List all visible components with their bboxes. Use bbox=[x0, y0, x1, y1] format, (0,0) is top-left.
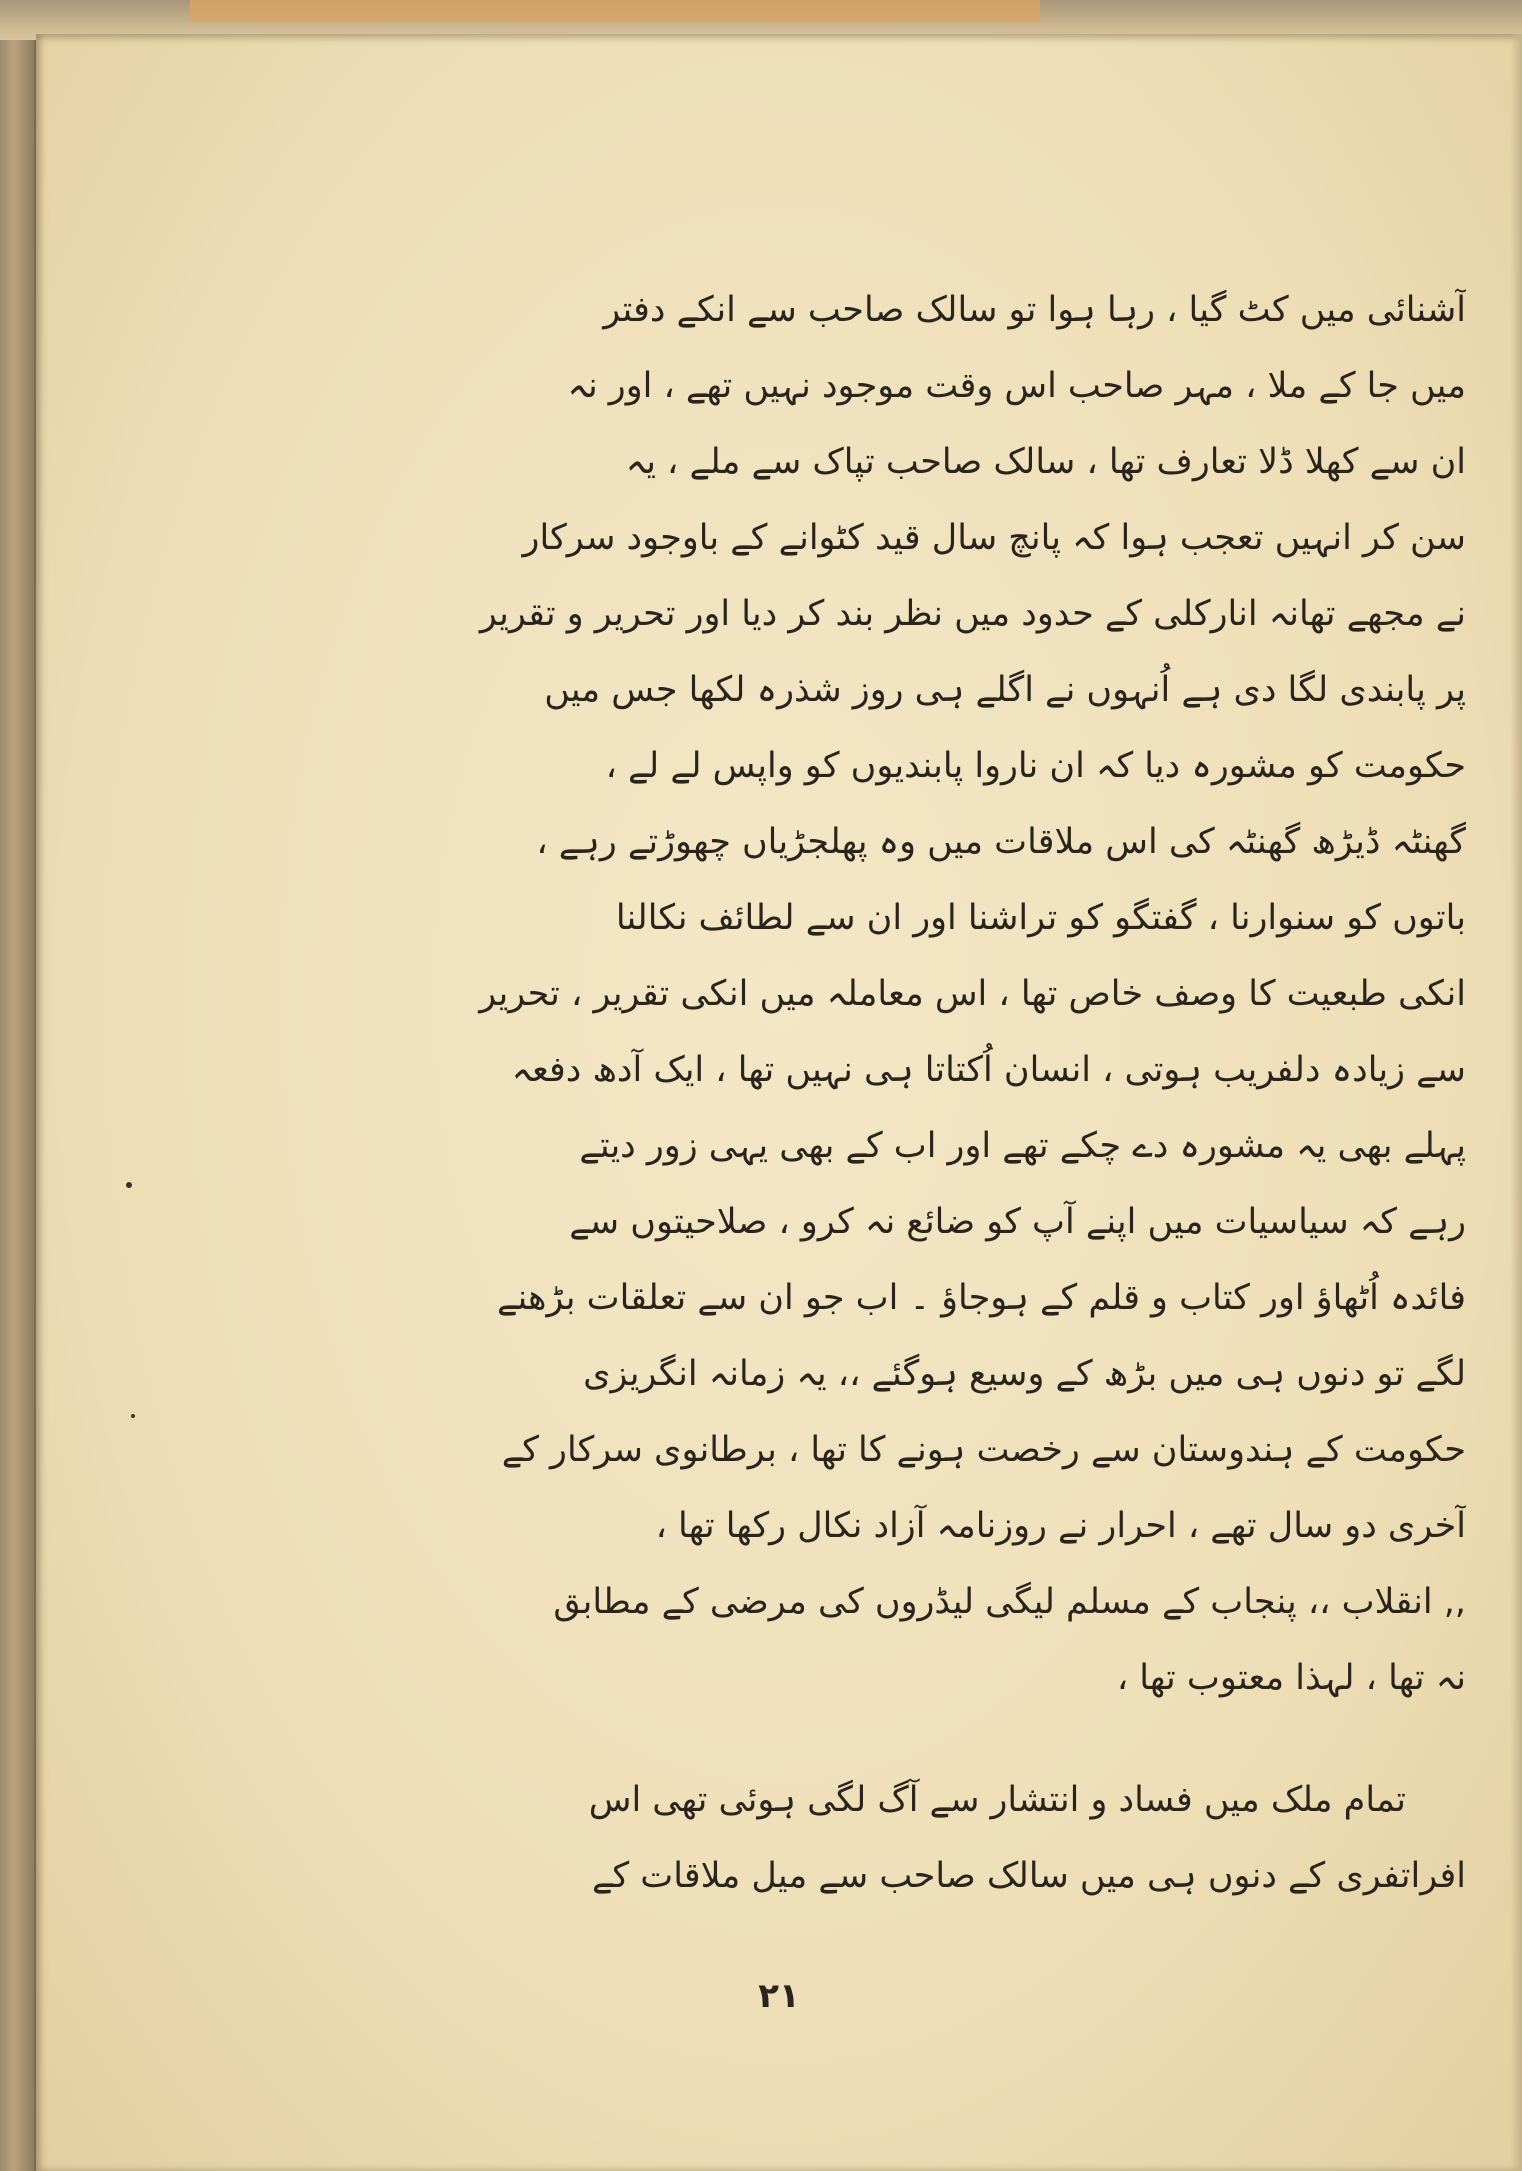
text-line: باتوں کو سنوارنا ، گفتگو کو تراشنا اور ان سے لطائف نکالنا bbox=[615, 898, 1466, 938]
book-page bbox=[36, 34, 1522, 2171]
text-line: پہلے بھی یہ مشورہ دے چکے تھے اور اب کے بھی یہی زور دیتے bbox=[579, 1126, 1466, 1166]
text-line: سن کر انہیں تعجب ہوا کہ پانچ سال قید کٹوانے کے باوجود سرکار bbox=[522, 518, 1466, 558]
paragraph-gap bbox=[186, 1716, 1466, 1762]
text-line: گھنٹہ ڈیڑھ گھنٹہ کی اس ملاقات میں وہ پھلجڑیاں چھوڑتے رہے ، bbox=[536, 822, 1466, 862]
text-line: رہے کہ سیاسیات میں اپنے آپ کو ضائع نہ کرو ، صلاحیتوں سے bbox=[569, 1202, 1466, 1242]
text-line: میں جا کے ملا ، مہر صاحب اس وقت موجود نہیں تھے ، اور نہ bbox=[567, 366, 1466, 406]
text-line: پر پابندی لگا دی ہے اُنہوں نے اگلے ہی روز شذرہ لکھا جس میں bbox=[544, 670, 1466, 710]
book-binding-edge bbox=[0, 0, 34, 2171]
text-line: لگے تو دنوں ہی میں بڑھ کے وسیع ہوگئے ،، یہ زمانہ انگریزی bbox=[583, 1354, 1466, 1394]
text-line: حکومت کے ہندوستان سے رخصت ہونے کا تھا ، برطانوی سرکار کے bbox=[501, 1430, 1466, 1470]
text-line: نے مجھے تھانہ انارکلی کے حدود میں نظر بند کر دیا اور تحریر و تقریر bbox=[479, 594, 1466, 634]
text-line: نہ تھا ، لہذا معتوب تھا ، bbox=[1116, 1658, 1466, 1698]
page-number: ۲۱ bbox=[758, 1976, 800, 2016]
text-line: فائدہ اُٹھاؤ اور کتاب و قلم کے ہوجاؤ ۔ اب جو ان سے تعلقات بڑھنے bbox=[496, 1278, 1466, 1318]
ink-speck bbox=[131, 1414, 135, 1418]
text-line: آخری دو سال تھے ، احرار نے روزنامہ آزاد نکال رکھا تھا ، bbox=[655, 1506, 1466, 1546]
text-line: افراتفری کے دنوں ہی میں سالک صاحب سے میل ملاقات کے bbox=[592, 1856, 1466, 1896]
text-line: ان سے کھلا ڈلا تعارف تھا ، سالک صاحب تپاک سے ملے ، یہ bbox=[625, 442, 1466, 482]
page-right-edge bbox=[1510, 34, 1522, 2171]
text-line: ,, انقلاب ،، پنجاب کے مسلم لیگی لیڈروں کی مرضی کے مطابق bbox=[553, 1582, 1466, 1622]
binding-tape bbox=[190, 0, 1040, 22]
text-line: آشنائی میں کٹ گیا ، رہا ہوا تو سالک صاحب سے انکے دفتر bbox=[603, 290, 1466, 330]
page-text bbox=[186, 272, 1466, 1914]
ink-speck bbox=[126, 1182, 132, 1188]
text-line: حکومت کو مشورہ دیا کہ ان ناروا پابندیوں کو واپس لے لے ، bbox=[605, 746, 1466, 786]
text-line: سے زیادہ دلفریب ہوتی ، انسان اُکتاتا ہی نہیں تھا ، ایک آدھ دفعہ bbox=[511, 1050, 1466, 1090]
text-line: انکی طبعیت کا وصف خاص تھا ، اس معاملہ میں انکی تقریر ، تحریر bbox=[479, 974, 1466, 1014]
text-line: تمام ملک میں فساد و انتشار سے آگ لگی ہوئی تھی اس bbox=[588, 1780, 1406, 1820]
